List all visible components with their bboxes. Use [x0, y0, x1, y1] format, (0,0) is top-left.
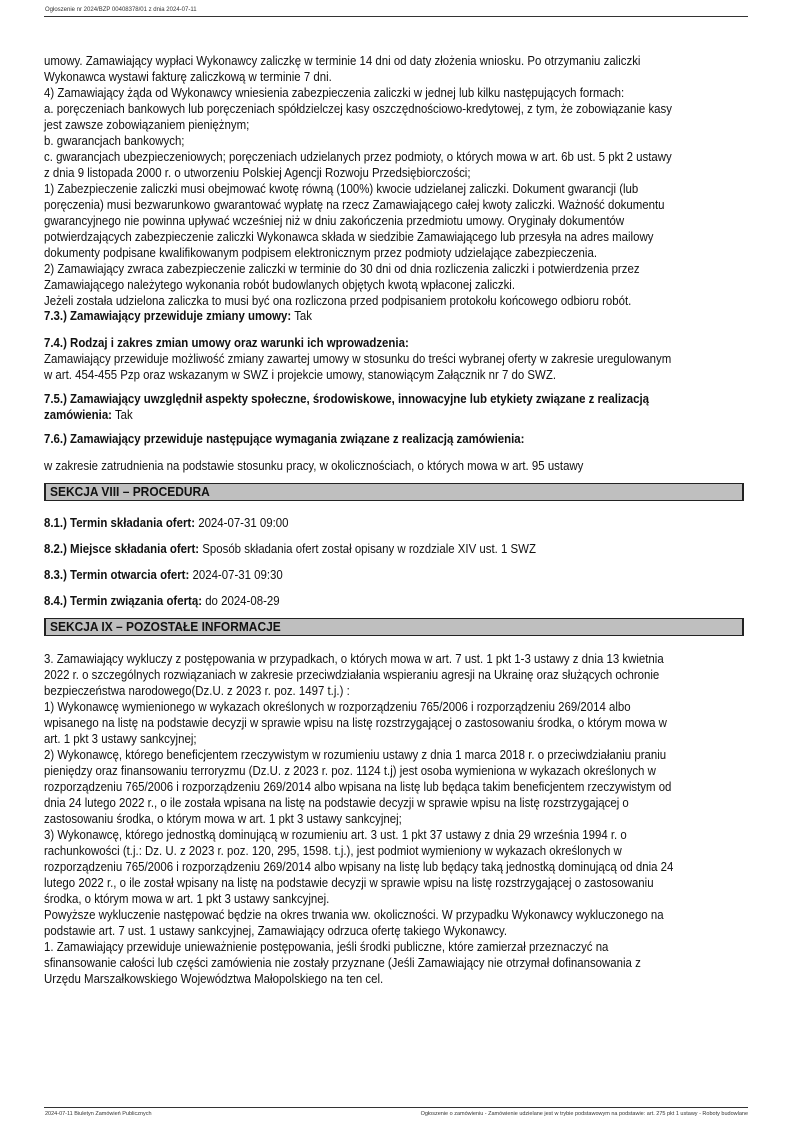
text-line: pieniędzy oraz finansowaniu terroryzmu (Dz.U. z 2023 r. poz. 1124 t.j) jest osoba wymieniona w wykazach określonych w — [44, 763, 656, 778]
item-value: w zakresie zatrudnienia na podstawie stosunku pracy, w okolicznościach, o których mowa w art. 95 ustawy — [44, 458, 584, 473]
text-line: podstawie art. 7 ust. 1 ustawy sankcyjnej, Zamawiający odrzuca ofertę takiego Wykonawcy. — [44, 923, 508, 938]
item-value: 2024-07-31 09:30 — [189, 567, 283, 582]
text-line: z dnia 9 listopada 2000 r. o utworzeniu Polskiej Agencji Rozwoju Przedsiębiorczości; — [44, 165, 471, 180]
text-line: c. gwarancjach ubezpieczeniowych; poręczeniach udzielanych przez podmioty, o których mowa w art. 6b ust. 5 pkt 2 ustawy — [44, 149, 672, 164]
item-value: Sposób składania ofert został opisany w rozdziale XIV ust. 1 SWZ — [199, 541, 536, 556]
footer-date-source: 2024-07-11 Biuletyn Zamówień Publicznych — [45, 1111, 152, 1117]
item-label: 7.3.) Zamawiający przewiduje zmiany umowy: — [44, 308, 292, 323]
item-label: 8.2.) Miejsce składania ofert: — [44, 541, 200, 556]
text-line: 2) Wykonawcę, którego beneficjentem rzeczywistym w rozumieniu ustawy z dnia 1 marca 2018 r. o przeciwdziałaniu praniu — [44, 747, 667, 762]
text-line: 3. Zamawiający wykluczy z postępowania w przypadkach, o których mowa w art. 7 ust. 1 pkt 1-3 ustawy z dnia 13 kwietnia — [44, 651, 664, 666]
text-line: Zamawiającego należytego wykonania robót budowlanych objętych kwotą wpłaconej zaliczki. — [44, 277, 516, 292]
item-value: Tak — [111, 407, 133, 422]
item-label: 7.6.) Zamawiający przewiduje następujące wymagania związane z realizacją zamówienia: — [44, 431, 525, 446]
text-line: 1. Zamawiający przewiduje unieważnienie postępowania, jeśli środki publiczne, które zamierzał przeznaczyć na — [44, 939, 609, 954]
item-7-6-value — [44, 458, 764, 474]
text-line: potwierdzających zabezpieczenie zaliczki Wykonawca składa w siedzibie Zamawiającego lub przesyła na adres mailowy — [44, 229, 654, 244]
text-line: Jeżeli została udzielona zaliczka to musi być ona rozliczona przed podpisaniem protokołu końcowego odbioru robót. — [44, 293, 632, 308]
text-line: 1) Wykonawcę wymienionego w wykazach określonych w rozporządzeniu 765/2006 i rozporządzeniu 269/2014 albo — [44, 699, 631, 714]
section-title: SEKCJA IX – POZOSTAŁE INFORMACJE — [50, 619, 281, 634]
procedure-item-8-4 — [44, 593, 764, 609]
text-line: umowy. Zamawiający wypłaci Wykonawcy zaliczkę w terminie 14 dni od daty złożenia wniosku. Po otrzymaniu zaliczki — [44, 53, 641, 68]
item-label: 8.1.) Termin składania ofert: — [44, 515, 196, 530]
text-line: dnia 24 lutego 2022 r., o ile została wpisana na listę na podstawie decyzji w sprawie wpisu na listę rozstrzygającej o — [44, 795, 629, 810]
text-line: sfinansowanie całości lub części zamówienia nie zostały przyznane (Jeśli Zamawiający nie otrzymał dofinansowania z — [44, 955, 641, 970]
section-header-procedure — [44, 483, 744, 501]
text-line: 1) Zabezpieczenie zaliczki musi obejmować kwotę równą (100%) kwocie udzielanej zaliczki. Dokument gwarancji (lub — [44, 181, 639, 196]
procedure-item-8-2 — [44, 541, 764, 557]
item-label: 8.4.) Termin związania ofertą: — [44, 593, 203, 608]
page-header — [44, 5, 748, 17]
text-line: art. 1 pkt 3 ustawy sankcyjnej; — [44, 731, 197, 746]
continuation-text — [44, 53, 764, 309]
text-line: lutego 2022 r., o ile został wpisany na listę na podstawie decyzji w sprawie wpisu na listę rozstrzygającej o zastosowaniu — [44, 875, 654, 890]
text-line: zastosowaniu środka, o którym mowa w art. 1 pkt 3 ustawy sankcyjnej; — [44, 811, 402, 826]
footer-notice-type: Ogłoszenie o zamówieniu - Zamówienie udzielane jest w trybie podstawowym na podstawie: art. 275 pkt 1 ustawy - Roboty budowlane — [420, 1111, 748, 1117]
item-7-5 — [44, 391, 764, 423]
item-value: Tak — [291, 308, 312, 323]
text-line: w art. 454-455 Pzp oraz wskazanym w SWZ i projekcie umowy, stanowiącym Załącznik nr 7 do SWZ. — [44, 367, 557, 382]
text-line: 2) Zamawiający zwraca zabezpieczenie zaliczki w terminie do 30 dni od dnia rozliczenia zaliczki i potwierdzenia przez — [44, 261, 640, 276]
item-value: do 2024-08-29 — [202, 593, 280, 608]
text-line: jest zawsze zobowiązaniem pieniężnym; — [44, 117, 250, 132]
text-line: Powyższe wykluczenie następować będzie na okres trwania ww. okoliczności. W przypadku Wykonawcy wykluczonego na — [44, 907, 664, 922]
text-line: rozporządzeniu 765/2006 i rozporządzeniu 269/2014 albo wpisana na listę lub będąca takim beneficjentem rzeczywistym od — [44, 779, 672, 794]
announcement-number: Ogłoszenie nr 2024/BZP 00408378/01 z dnia 2024-07-11 — [45, 7, 197, 13]
procedure-item-8-3 — [44, 567, 764, 583]
text-line: dokumenty podpisane kwalifikowanym podpisem elektronicznym przez podmioty udzielające zabezpieczenia. — [44, 245, 598, 260]
procedure-item-8-1 — [44, 515, 764, 531]
text-line: b. gwarancjach bankowych; — [44, 133, 185, 148]
text-line: 4) Zamawiający żąda od Wykonawcy wniesienia zabezpieczenia zaliczki w jednej lub kilku następujących formach: — [44, 85, 625, 100]
text-line: bezpieczeństwa narodowego(Dz.U. z 2023 r. poz. 1497 t.j.) : — [44, 683, 350, 698]
text-line: a. poręczeniach bankowych lub poręczeniach spółdzielczej kasy oszczędnościowo-kredytowej, z tym, że zobowiązanie kasy — [44, 101, 672, 116]
text-line: rozporządzeniu 765/2006 i rozporządzeniu 269/2014 albo wpisany na listę lub będący taką jednostką dominującą od dnia 24 — [44, 859, 674, 874]
text-line: środka, o którym mowa w art. 1 pkt 3 ustawy sankcyjnej. — [44, 891, 330, 906]
item-value: 2024-07-31 09:00 — [195, 515, 289, 530]
text-line: 2022 r. o szczególnych rozwiązaniach w zakresie przeciwdziałania wspieraniu agresji na Ukrainę oraz służących ochronie — [44, 667, 660, 682]
text-line: Wykonawca wystawi fakturę zaliczkową w terminie 7 dni. — [44, 69, 332, 84]
item-label: 7.4.) Rodzaj i zakres zmian umowy oraz warunki ich wprowadzenia: — [44, 335, 409, 350]
text-line: wpisanego na listę na podstawie decyzji w sprawie wpisu na listę rozstrzygającej o zastosowaniu środka, o którym mowa w — [44, 715, 667, 730]
text-line: gwarancyjnego nie powinna upływać wcześniej niż w dniu zakończenia przedmiotu umowy. Oryginały dokumentów — [44, 213, 625, 228]
text-line: rachunkowości (t.j.: Dz. U. z 2023 r. poz. 120, 295, 1598. t.j.), jest podmiot wymieniony w wykazach określonych w — [44, 843, 622, 858]
text-line: poręczenia) musi bezwarunkowo gwarantować wypłatę na rzecz Zamawiającego całej kwoty zaliczki. Ważność dokumentu — [44, 197, 665, 212]
item-label: 8.3.) Termin otwarcia ofert: — [44, 567, 190, 582]
page-footer — [44, 1107, 748, 1120]
item-7-6 — [44, 431, 764, 447]
section-title: SEKCJA VIII – PROCEDURA — [50, 484, 210, 499]
item-7-3 — [44, 308, 764, 324]
text-line: Zamawiający przewiduje możliwość zmiany zawartej umowy w stosunku do treści wybranej oferty w zakresie uregulowanym — [44, 351, 672, 366]
section-header-other-info — [44, 618, 744, 636]
text-line: Urzędu Marszałkowskiego Województwa Małopolskiego na ten cel. — [44, 971, 384, 986]
item-7-4 — [44, 335, 764, 383]
item-label-cont: zamówienia: — [44, 407, 112, 422]
text-line: 3) Wykonawcę, którego jednostką dominującą w rozumieniu art. 3 ust. 1 pkt 37 ustawy z dnia 29 września 1994 r. o — [44, 827, 627, 842]
item-label: 7.5.) Zamawiający uwzględnił aspekty społeczne, środowiskowe, innowacyjne lub etykiety związane z realizacją — [44, 391, 650, 406]
other-info-text — [44, 651, 764, 987]
continuation-lines — [44, 53, 749, 309]
